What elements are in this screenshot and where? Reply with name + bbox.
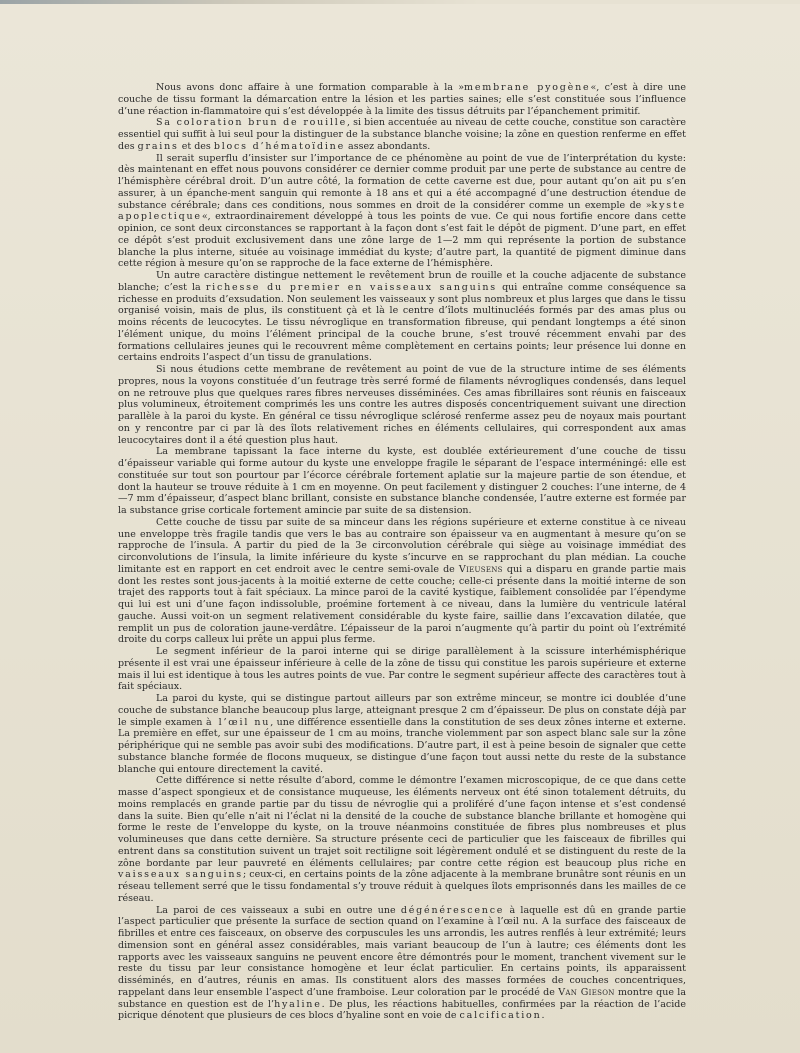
paragraph-text: «, extraordinairement développé à tous les points de vue. Ce qui nous fortifie encore dans cette opinion, ce sont deux circonstances se rapportant à la façon dont s’est fait le dépôt de pigment. D’une part, en effet ce dépôt s’est produit exclusivement dans une zône large de 1—2 mm qui représente la portion de substance blanche la plus interne, située au voisinage immédiat du kyste; d’autre part, la quantité de pigment diminue dans cette région à mesure qu’on se rapproche de la face externe de l’hémisphère.	[118, 211, 686, 270]
emphasis-text: membrane pyogène	[464, 82, 591, 93]
paragraph	[118, 117, 686, 152]
paragraph-text: qui a disparu en grande partie mais dont les restes sont jous-jacents à la moitié externe de cette couche; celle-ci présente dans la moitié interne de son trajet des rapports tout à fait spéciaux. La mince paroi de la cavité kystique, faiblement consolidée par l’épendyme qui lui est uni d’une façon indissoluble, proémine fortement à ce niveau, dans la lumière du ventricule latéral gauche. Aussi voit-on un segment relativement considérable du kyste faire, saillie dans l’excavation dilatée, que remplit un pus de coloration jaune-verdâtre. L’épaisseur de la paroi n’augmente qu’à partir du point où l’extrémité droite du corps calleux lui prête un appui plus ferme.	[118, 563, 687, 646]
paragraph-text: assez abondants.	[345, 140, 431, 152]
paragraph	[118, 82, 686, 117]
emphasis-text: vaisseaux sanguins	[118, 869, 243, 881]
paragraph-text: Un autre caractère distingue nettement le revêtement brun de rouille et la couche adjacente de substance blanche; c’est la	[118, 270, 686, 293]
paragraph-text: , si bien accentuée au niveau de cette couche, constitue son caractère essentiel qui suffit à lui seul pour la distinguer de la substance blanche voisine; la zône en question renferme en effet des	[118, 117, 686, 152]
paragraph-text: , une différence essentielle dans la constitution de ses deux zônes interne et externe. La première en effet, sur une épaisseur de 1 cm au moins, tranche violemment par son aspect blanc sale sur la zône périphérique qui ne semble pas avoir subi des modifications. D’autre part, il est à peine besoin de signaler que cette substance blanche formée de flocons muqueux, se distingue d’une façon tout aussi nette du reste de la substance blanche qui entoure directement la cavité.	[118, 716, 686, 775]
paragraph-text: . De plus, les réactions habituelles, confirmées par la réaction de l’acide picrique dénotent que plusieurs de ces blocs d’hyaline sont en voie de	[118, 998, 686, 1022]
paragraph-text: Il serait superflu d’insister sur l’importance de ce phénomène au point de vue de l’interprétation du kyste: dès maintenant en effet nous pouvons considérer ce dernier comme produit par une perte de substance au centre de l’hémisphère cérébral droit. D’un autre côté, la formation de cette caverne est due, pour autant qu’on ait pu s’en assurer, à un épanche-ment sanguin qui remonte à 18 ans et qui a été accompagné d’une destruction étendue de substance cérébrale; dans ces conditions, nous sommes en droit de la considérer comme un exemple de »	[118, 152, 686, 211]
emphasis-text: richesse du premier en vaisseaux sanguins	[205, 281, 497, 293]
paragraph-text: qui entraîne comme conséquence sa richesse en produits d’exsudation. Non seulement les vaisseaux y sont plus nombreux et plus larges que dans le tissu organisé voisin, mais de plus, ils constituent çà et là le centre d’îlots multinucléés formés par des amas plus ou moins récents de leucocytes. Le tissu névroglique en transformation fibreuse, qui pendant longtemps a été sinon l’élément unique, du moins l’élément principal de la couche brune, s’est trouvé récemment envahi par des formations cellulaires jeunes qui le recouvrent même complètement en certains points; leur présence lui donne en certains endroits l’aspect d’un tissu de granulations.	[118, 281, 686, 364]
paragraph-text: à laquelle est dû en grande partie l’aspect particulier que présente la surface de section quand on l’examine à l’œil nu. A la surface des faisceaux de fibrilles et entre ces faisceaux, on observe des corpuscules les uns arrondis, les autres renflés à leur extrémité; leurs dimension sont en général assez considérables, mais variant beaucoup de l’un à lautre; ces éléments dont les rapports avec les vaisseaux sanguins ne peuvent encore être démontrés pour le moment, tranchent vivement sur le reste du tissu par leur consistance homogène et leur éclat particulier. En certains points, ils apparaissent disséminés, en d’autres, réunis en amas. Ils constituent alors des masses formées de couches concentriques, rappelant dans leur ensemble l’aspect d’une framboise. Leur coloration par le procédé de	[118, 904, 687, 998]
paragraph-text: et des	[178, 140, 214, 152]
paragraph-text: Le segment inférieur de la paroi interne qui se dirige parallèlement à la scissure interhémisphérique présente il est vrai une épaisseur inférieure à celle de la zône de tissu qui constitue les parois supérieure et externe mais il lui est identique à tous les autres points de vue. Par contre le segment supérieur affecte des caractères tout à fait spéciaux.	[118, 646, 686, 693]
emphasis-text: à l’œil nu	[205, 716, 271, 728]
paragraph-text: Cette différence si nette résulte d’abord, comme le démontre l’examen microscopique, de ce que dans cette masse d’aspect spongieux et de consistance muqueuse, les éléments nerveux ont été sinon totalement détruits, du moins remplacés en grande partie par du tissu de névroglie qui a proliféré d’une façon intense et s’est condensé dans la suite. Bien qu’elle n’ait ni l’éclat ni la densité de la couche de substance blanche brillante et homogène qui forme le reste de l’enveloppe du kyste, on la trouve néanmoins constituée de fibres plus nombreuses et plus volumineuses que dans cette dernière. Sa structure présente ceci de particulier que les faisceaux de fibrilles qui entrent dans sa constitution suivent un trajet soit rectiligne soit légèrement ondulé et se distinguent du reste de la zône bordante par leur pauvreté en éléments cellulaires; par contre cette région est beaucoup plus riche en	[118, 775, 686, 869]
emphasis-text: blocs d’hématoïdine	[213, 140, 346, 152]
paragraph-text: ; ceux-ci, en certains points de la zône adjacente à la membrane brunâtre sont réunis en un réseau tellement serré que le tissu fondamental s’y trouve réduit à quelques îlots emprisonnés dans les mailles de ce réseau.	[118, 869, 686, 904]
paragraph-text: Nous avons donc affaire à une formation comparable à la »	[156, 82, 465, 93]
paragraph-text: La paroi du kyste, qui se distingue partout ailleurs par son extrême minceur, se montre ici doublée d’une couche de substance blanche beaucoup plus large, atteignant presque 2 cm d’épaisseur. De plus on constate déjà par le simple examen	[118, 693, 686, 728]
emphasis-text: Sa coloration brun de rouille	[156, 117, 348, 129]
emphasis-text: Van Gieson	[558, 986, 615, 998]
paragraph	[118, 775, 686, 904]
paragraph	[118, 153, 686, 271]
paragraph	[118, 646, 686, 693]
paragraph-text: «, c’est à dire une couche de tissu formant la démarcation entre la lésion et les parties saines; elle s’est constituée sous l’influence d’une réaction in-flammatoire qui s’est développée à la limite des tissus détruits par l’épanchement primitif.	[118, 82, 686, 117]
paragraph	[118, 905, 686, 1023]
paragraph	[118, 364, 686, 446]
paragraph	[118, 446, 686, 517]
paragraph	[118, 693, 686, 775]
emphasis-text: hyaline	[274, 998, 322, 1010]
scan-edge	[0, 0, 800, 4]
paragraph-text: montre que la substance en question est de l’	[118, 986, 686, 1010]
paragraph-text: Si nous étudions cette membrane de revêtement au point de vue de la structure intime de ses éléments propres, nous la voyons constituée d’un feutrage très serré formé de filaments névrogliques condensés, dans lequel on ne retrouve plus que quelques rares fibres nerveuses disséminées. Ces amas fibrillaires sont réunis en faisceaux plus volumineux, étroitement comprimés les uns contre les autres disposés concentriquement suivant une direction parallèle à la paroi du kyste. En général ce tissu névroglique sclérosé renferme assez peu de noyaux mais pourtant on y rencontre par ci par là des îlots relativement riches en éléments cellulaires, qui correspondent aux amas leucocytaires dont il a été question plus haut.	[118, 364, 686, 446]
paragraph-text: .	[541, 1010, 545, 1022]
paragraph-text: Cette couche de tissu par suite de sa minceur dans les régions supérieure et externe constitue à ce niveau une enveloppe très fragile tandis que vers le bas au contraire son épaisseur va en augmentant à mesure qu’on se rapproche de l’insula. A partir du pied de la 3e circonvolution cérébrale qui siège au voisinage immédiat des circonvolutions de l’insula, la limite inférieure du kyste s’incurve en se rapprochant du plan médian. La couche limitante est en rapport en cet endroit avec le centre semi-ovale de	[118, 516, 686, 575]
emphasis-text: grains	[137, 140, 179, 152]
paragraph	[118, 270, 686, 364]
emphasis-text: Vieusens	[458, 563, 503, 575]
body-text	[118, 82, 686, 1022]
emphasis-text: kyste apoplectique	[118, 199, 686, 223]
paragraph	[118, 517, 686, 646]
emphasis-text: dégénérescence	[400, 904, 505, 916]
paragraph-text: La paroi de ces vaisseaux a subi en outre une	[156, 904, 401, 916]
paragraph-text: La membrane tapissant la face interne du kyste, est doublée extérieurement d’une couche de tissu d’épaisseur variable qui forme autour du kyste une enveloppe fragile le séparant de l’espace interméningé: elle est constituée sur tout son pourtour par l’écorce cérébrale fortement aplatie sur la majeure partie de son étendue, et dont la hauteur se trouve réduite à 1 cm en moyenne. On peut facilement y distinguer 2 couches: l’une interne, de 4—7 mm d’épaisseur, d’aspect blanc brillant, consiste en substance blanche condensée, l’autre externe est formée par la substance grise corticale fortement amincie par suite de sa distension.	[118, 446, 686, 516]
emphasis-text: calcification	[459, 1010, 542, 1022]
